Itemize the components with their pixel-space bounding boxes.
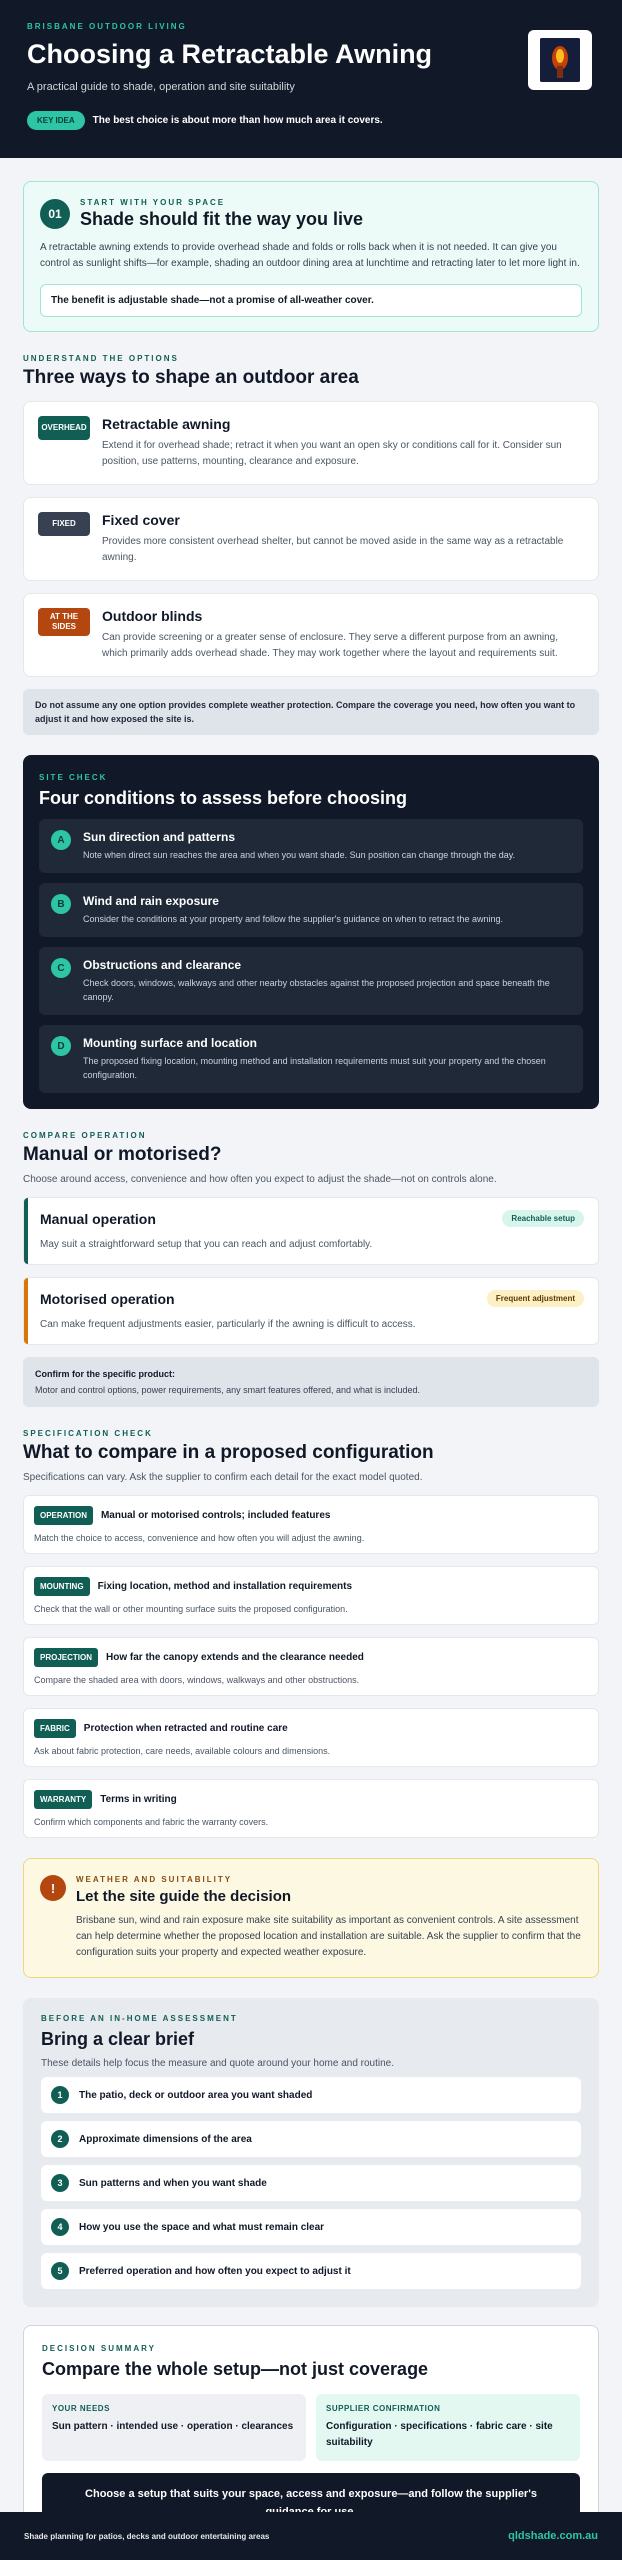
confirm-body: Motor and control options, power requirements, any smart features offered, and what is included.: [35, 1385, 421, 1395]
footer: [0, 2512, 622, 2560]
confirm-title: Confirm for the specific product:: [35, 1369, 176, 1379]
op-tag: Frequent adjustment: [487, 1290, 584, 1307]
option-title: Fixed cover: [102, 512, 180, 528]
intro-title: Shade should fit the way you live: [80, 209, 364, 229]
brief-number: 2: [51, 2130, 69, 2148]
options-eyebrow: UNDERSTAND THE OPTIONS: [23, 354, 179, 363]
brief-number: 5: [51, 2262, 69, 2280]
condition-title: Wind and rain exposure: [83, 894, 219, 908]
condition-letter: D: [51, 1036, 71, 1056]
condition-item: [39, 883, 583, 937]
option-badge: OVERHEAD: [38, 416, 90, 440]
key-idea-badge: KEY IDEA: [27, 111, 85, 130]
spec-item-body: Ask about fabric protection, care needs, available colours and dimensions.: [34, 1746, 331, 1756]
spec-item-body: Confirm which components and fabric the warranty covers.: [34, 1817, 269, 1827]
decision-columns: [42, 2394, 580, 2461]
condition-letter: A: [51, 830, 71, 850]
key-idea-row: [27, 111, 598, 130]
op-header: [40, 1290, 584, 1307]
condition-item: [39, 947, 583, 1015]
condition-body: [83, 958, 571, 1004]
option-card-awning: [23, 401, 599, 485]
spec-item-title: Manual or motorised controls; included features: [100, 1510, 331, 1521]
options-warning: Do not assume any one option provides complete weather protection. Compare the coverage you need, how often you want to adjust it and how exposed the site is.: [23, 689, 599, 735]
motorised-operation-card: [23, 1277, 599, 1345]
brief-number: 3: [51, 2174, 69, 2192]
alert-icon: !: [40, 1875, 66, 1901]
supplier-label: SUPPLIER CONFIRMATION: [326, 2404, 441, 2413]
weather-callout: [23, 1858, 599, 1978]
condition-letter: B: [51, 894, 71, 914]
weather-title: Let the site guide the decision: [76, 1888, 292, 1905]
spec-item-title: Protection when retracted and routine care: [83, 1723, 288, 1734]
operation-lead: Choose around access, convenience and how often you expect to adjust the shade—not on controls alone.: [23, 1174, 497, 1185]
logo-image-icon: [540, 38, 580, 82]
condition-item: [39, 819, 583, 873]
site-check-title: Four conditions to assess before choosing: [39, 788, 408, 808]
intro-card: [23, 181, 599, 332]
option-title: Retractable awning: [102, 416, 231, 432]
operation-eyebrow: COMPARE OPERATION: [23, 1131, 147, 1140]
needs-column: [42, 2394, 306, 2461]
accent-bar: [24, 1198, 28, 1264]
condition-title: Mounting surface and location: [83, 1036, 258, 1050]
spec-item-title: Fixing location, method and installation requirements: [97, 1581, 353, 1592]
op-header: [40, 1210, 584, 1227]
spec-lead: Specifications can vary. Ask the supplier to confirm each detail for the exact model quoted.: [23, 1472, 423, 1483]
brief-text: Sun patterns and when you want shade: [79, 2177, 267, 2189]
hero-header: [0, 0, 622, 158]
spec-item-body: Match the choice to access, convenience and how often you will adjust the awning.: [34, 1533, 365, 1543]
spec-item-title: How far the canopy extends and the clearance needed: [106, 1652, 364, 1663]
option-title: Outdoor blinds: [102, 608, 203, 624]
spec-row: [34, 1577, 588, 1596]
spec-tag: OPERATION: [34, 1506, 93, 1525]
brief-section: [23, 1998, 599, 2307]
intro-note: The benefit is adjustable shade—not a promise of all-weather cover.: [40, 284, 582, 317]
condition-item: [39, 1025, 583, 1093]
manual-operation-card: [23, 1197, 599, 1265]
brief-eyebrow: BEFORE AN IN-HOME ASSESSMENT: [41, 2014, 238, 2023]
intro-heading-text: [80, 198, 363, 230]
spec-item: [23, 1637, 599, 1696]
condition-body: [83, 830, 515, 862]
spec-eyebrow: SPECIFICATION CHECK: [23, 1429, 153, 1438]
key-idea-text: The best choice is about more than how much area it covers.: [92, 115, 383, 126]
option-text: Provides more consistent overhead shelter, but cannot be moved aside in the same way as a retractable awning.: [102, 536, 564, 563]
brief-item: [41, 2165, 581, 2201]
brief-lead: These details help focus the measure and quote around your home and routine.: [41, 2058, 395, 2069]
spec-row: [34, 1790, 588, 1809]
spec-item-body: Check that the wall or other mounting surface suits the proposed configuration.: [34, 1604, 348, 1614]
condition-body: [83, 894, 503, 926]
op-tag: Reachable setup: [502, 1210, 584, 1227]
spec-row: [34, 1648, 588, 1667]
site-check-section: [23, 755, 599, 1109]
brief-text: Preferred operation and how often you expect to adjust it: [79, 2265, 351, 2277]
option-badge: AT THE SIDES: [38, 608, 90, 636]
option-text: Extend it for overhead shade; retract it when you want an open sky or conditions call for it. Consider sun position, use patterns, mounting, clearance and exposure.: [102, 440, 562, 467]
needs-body: Sun pattern · intended use · operation · clearances: [52, 2421, 294, 2432]
intro-body: A retractable awning extends to provide overhead shade and folds or rolls back when it is not needed. It can give you control as sunlight shifts—for example, shading an outdoor dining area at lunchtime and retracting later to let more light in.: [40, 242, 580, 269]
condition-text: Check doors, windows, walkways and other nearby obstacles against the proposed projection and space beneath the canopy.: [83, 978, 550, 1002]
spec-tag: MOUNTING: [34, 1577, 90, 1596]
spec-item: [23, 1495, 599, 1554]
intro-number: 01: [40, 199, 70, 229]
condition-text: The proposed fixing location, mounting method and installation requirements must suit your property and the chosen configuration.: [83, 1056, 546, 1080]
footer-tagline: Shade planning for patios, decks and outdoor entertaining areas: [24, 2531, 270, 2541]
option-body: [102, 416, 584, 470]
decision-title: Compare the whole setup—not just coverage: [42, 2359, 429, 2379]
option-card-fixed: [23, 497, 599, 581]
page-subtitle: A practical guide to shade, operation and site suitability: [27, 81, 295, 93]
brief-item: [41, 2077, 581, 2113]
operation-title: Manual or motorised?: [23, 1144, 222, 1165]
brief-item: [41, 2253, 581, 2289]
spec-item-title: Terms in writing: [100, 1794, 177, 1805]
condition-body: [83, 1036, 571, 1082]
intro-heading: [40, 198, 582, 230]
option-body: [102, 608, 584, 662]
brief-number: 1: [51, 2086, 69, 2104]
condition-title: Obstructions and clearance: [83, 958, 242, 972]
option-badge: FIXED: [38, 512, 90, 536]
op-body: Can make frequent adjustments easier, particularly if the awning is difficult to access.: [40, 1319, 416, 1330]
spec-item: [23, 1779, 599, 1838]
weather-eyebrow: WEATHER AND SUITABILITY: [76, 1875, 233, 1884]
condition-letter: C: [51, 958, 71, 978]
spec-tag: FABRIC: [34, 1719, 76, 1738]
condition-text: Note when direct sun reaches the area and when you want shade. Sun position can change through the day.: [83, 850, 516, 860]
spec-tag: WARRANTY: [34, 1790, 92, 1809]
final-recommendation: Choose a setup that suits your space, access and exposure—and follow the supplier's: [42, 2473, 580, 2533]
options-title: Three ways to shape an outdoor area: [23, 367, 359, 388]
supplier-column: [316, 2394, 580, 2461]
needs-label: YOUR NEEDS: [52, 2404, 110, 2413]
op-body: May suit a straightforward setup that you can reach and adjust comfortably.: [40, 1239, 373, 1250]
brief-item: [41, 2209, 581, 2245]
hero-eyebrow: BRISBANE OUTDOOR LIVING: [27, 22, 187, 31]
brief-text: The patio, deck or outdoor area you want shaded: [79, 2089, 313, 2101]
spec-item-body: Compare the shaded area with doors, windows, walkways and other obstructions.: [34, 1675, 360, 1685]
weather-body: [76, 1875, 582, 1961]
brief-text: Approximate dimensions of the area: [79, 2133, 252, 2145]
brief-text: How you use the space and what must remain clear: [79, 2221, 325, 2233]
spec-item: [23, 1708, 599, 1767]
option-body: [102, 512, 584, 566]
supplier-body: Configuration · specifications · fabric care · site suitability: [326, 2421, 553, 2448]
site-check-eyebrow: SITE CHECK: [39, 773, 108, 782]
brief-item: [41, 2121, 581, 2157]
condition-title: Sun direction and patterns: [83, 830, 236, 844]
brand-logo: [528, 30, 592, 90]
confirm-product-box: [23, 1357, 599, 1407]
option-text: Can provide screening or a greater sense of enclosure. They serve a different purpose from an awning, which primarily adds overhead shade. They may work together where the layout and requirements suit.: [102, 632, 559, 659]
spec-item: [23, 1566, 599, 1625]
spec-tag: PROJECTION: [34, 1648, 98, 1667]
spec-row: [34, 1506, 588, 1525]
condition-text: Consider the conditions at your property and follow the supplier's guidance on when to retract the awning.: [83, 914, 503, 924]
op-title: Motorised operation: [40, 1290, 175, 1307]
option-card-blinds: [23, 593, 599, 677]
spec-title: What to compare in a proposed configuration: [23, 1442, 434, 1463]
decision-eyebrow: DECISION SUMMARY: [42, 2344, 156, 2353]
accent-bar: [24, 1278, 28, 1344]
intro-eyebrow: START WITH YOUR SPACE: [80, 198, 226, 207]
brief-number: 4: [51, 2218, 69, 2236]
page-title: Choosing a Retractable Awning: [27, 39, 433, 69]
brief-title: Bring a clear brief: [41, 2029, 195, 2049]
spec-row: [34, 1719, 588, 1738]
weather-text: Brisbane sun, wind and rain exposure make site suitability as important as convenient controls. A site assessment can help determine whether the proposed location and installation are suitable. Ask the supplier to confirm that the configuration suits your property and expected weather exposure.: [76, 1915, 581, 1958]
footer-website-link[interactable]: qldshade.com.au: [508, 2530, 598, 2542]
op-title: Manual operation: [40, 1210, 156, 1227]
